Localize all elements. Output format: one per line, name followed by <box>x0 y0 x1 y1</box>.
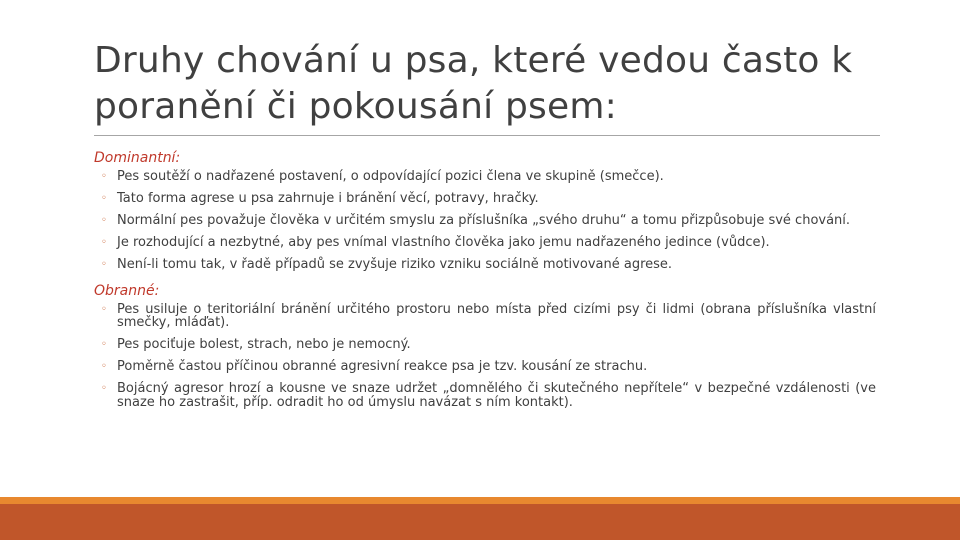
list-item-text: Pes pociťuje bolest, strach, nebo je nemocný. <box>117 337 411 352</box>
bullet-icon: ◦ <box>101 215 107 226</box>
bullet-icon: ◦ <box>101 237 107 248</box>
bullet-icon: ◦ <box>101 171 107 182</box>
bullet-list-dominantni <box>94 170 876 272</box>
list-item-text: Je rozhodující a nezbytné, aby pes vnímal vlastního člověka jako jemu nadřazeného jedince (vůdce). <box>117 235 770 250</box>
list-item-text: Bojácný agresor hrozí a kousne ve snaze udržet „domnělého či skutečného nepřítele“ v bezpečné vzdálenosti (ve snaze ho zastrašit, příp. odradit ho od úmyslu navázat s ním kontakt). <box>117 381 876 410</box>
list-item-text: Tato forma agrese u psa zahrnuje i bránění věcí, potravy, hračky. <box>117 191 539 206</box>
list-item-text: Není-li tomu tak, v řadě případů se zvyšuje riziko vzniku sociálně motivované agrese. <box>117 257 673 272</box>
list-item <box>94 382 876 409</box>
bullet-icon: ◦ <box>101 361 107 372</box>
bullet-icon: ◦ <box>101 303 107 315</box>
list-item-text: Poměrně častou příčinou obranné agresivní reakce psa je tzv. kousání ze strachu. <box>117 359 648 374</box>
bullet-icon: ◦ <box>101 193 107 204</box>
list-item <box>94 192 876 206</box>
slide-content <box>94 149 876 418</box>
list-item-text: Normální pes považuje člověka v určitém smyslu za příslušníka „svého druhu“ a tomu přizpůsobuje své chování. <box>117 213 851 228</box>
list-item <box>94 214 876 228</box>
section-heading-obranne: Obranné: <box>94 282 160 299</box>
bullet-icon: ◦ <box>101 259 107 270</box>
list-item-text: Pes soutěží o nadřazené postavení, o odpovídající pozici člena ve skupině (smečce). <box>117 169 664 184</box>
bottom-accent-stripe <box>0 497 960 504</box>
list-item <box>94 338 876 352</box>
list-item <box>94 170 876 184</box>
section-heading-dominantni: Dominantní: <box>94 150 181 166</box>
list-item <box>94 258 876 272</box>
bullet-icon: ◦ <box>101 339 107 350</box>
bottom-color-band <box>0 504 960 540</box>
slide-title: Druhy chování u psa, které vedou často k poranění či pokousání psem: <box>94 40 853 127</box>
title-divider <box>94 135 880 136</box>
bullet-icon: ◦ <box>101 383 107 394</box>
list-item <box>94 303 876 330</box>
bullet-list-obranne <box>94 303 876 410</box>
list-item <box>94 360 876 374</box>
list-item-text: Pes usiluje o teritoriální bránění určitého prostoru nebo místa před cizími psy či lidmi (obrana příslušníka vlastní smečky, mláďat). <box>117 301 876 330</box>
list-item <box>94 236 876 250</box>
